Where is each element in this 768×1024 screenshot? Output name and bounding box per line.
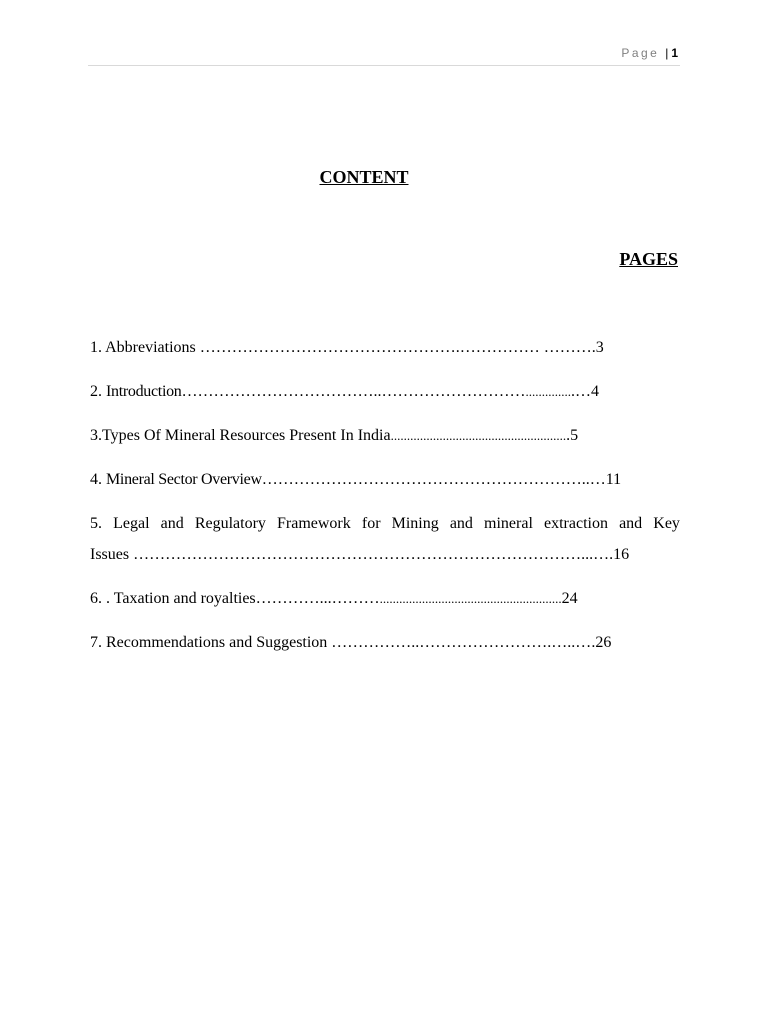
- toc-word: Mining: [391, 515, 439, 532]
- toc-word: Framework: [277, 515, 351, 532]
- toc-entry-page: .26: [591, 634, 612, 651]
- toc-entry-prefix: 4.: [90, 471, 106, 488]
- toc-entry-text: 6. . Taxation and royalties…………...………: [90, 590, 380, 607]
- toc-entry-page: .3: [591, 339, 604, 356]
- toc-word: for: [361, 515, 381, 532]
- toc-entry-text: 7. Recommendations and Suggestion ……………..…………………….…..…: [90, 634, 592, 651]
- toc-word: and: [160, 515, 184, 532]
- toc-word: and: [449, 515, 473, 532]
- header-rule: [88, 65, 680, 66]
- page-header: [621, 46, 678, 60]
- toc-entry-dots: ........................................................: [379, 591, 562, 606]
- toc-word: Legal: [113, 515, 150, 532]
- toc-entry-mineral-resources: [90, 426, 680, 446]
- toc-entry-page: .5: [566, 427, 579, 444]
- toc-entry-dots: ..............: [525, 384, 571, 399]
- toc-entry-label: Mineral Sector Overview: [106, 471, 262, 488]
- toc-entry-introduction: [90, 382, 680, 402]
- page-number: 1: [671, 46, 678, 60]
- pages-heading: PAGES: [619, 249, 678, 269]
- toc-entry-page: .…4: [571, 383, 599, 400]
- toc-entry-page: 11: [605, 471, 622, 488]
- toc-entry-text: 1. Abbreviations ………………………………………….…………… ………: [90, 339, 592, 356]
- toc-word: Key: [653, 515, 680, 532]
- toc-entry-prefix: 2.: [90, 383, 106, 400]
- page-separator: |: [665, 46, 669, 60]
- toc-entry-text: 3.Types Of Mineral Resources Present In India: [90, 427, 391, 444]
- toc-entry-dots: ......................................................: [390, 428, 567, 443]
- toc-entry-line1: [90, 514, 680, 534]
- toc-entry-leader: ………………………………..………………………: [181, 383, 526, 400]
- toc-entry-page: .16: [609, 546, 630, 563]
- toc-word: Regulatory: [194, 515, 266, 532]
- toc-entry-mineral-sector: [90, 470, 680, 490]
- toc-entry-taxation: [90, 589, 680, 609]
- toc-entry-legal-framework: [90, 514, 680, 565]
- toc-word: and: [619, 515, 643, 532]
- toc-entry-leader: ……………………………………………………..…: [261, 471, 606, 488]
- toc-entry-abbreviations: [90, 338, 680, 358]
- toc-entry-label: Introduction: [106, 383, 182, 400]
- toc-entry-recommendations: [90, 633, 680, 653]
- page-word: Page: [621, 46, 660, 60]
- toc-entry-text: Issues …………………………………………………………………………...…: [90, 546, 610, 563]
- toc-entry-page: 24: [561, 590, 578, 607]
- toc-word: 5.: [90, 515, 102, 532]
- document-title: CONTENT: [319, 167, 409, 187]
- toc-entry-line2: [90, 545, 680, 565]
- toc-word: mineral: [484, 515, 533, 532]
- toc-word: extraction: [544, 515, 608, 532]
